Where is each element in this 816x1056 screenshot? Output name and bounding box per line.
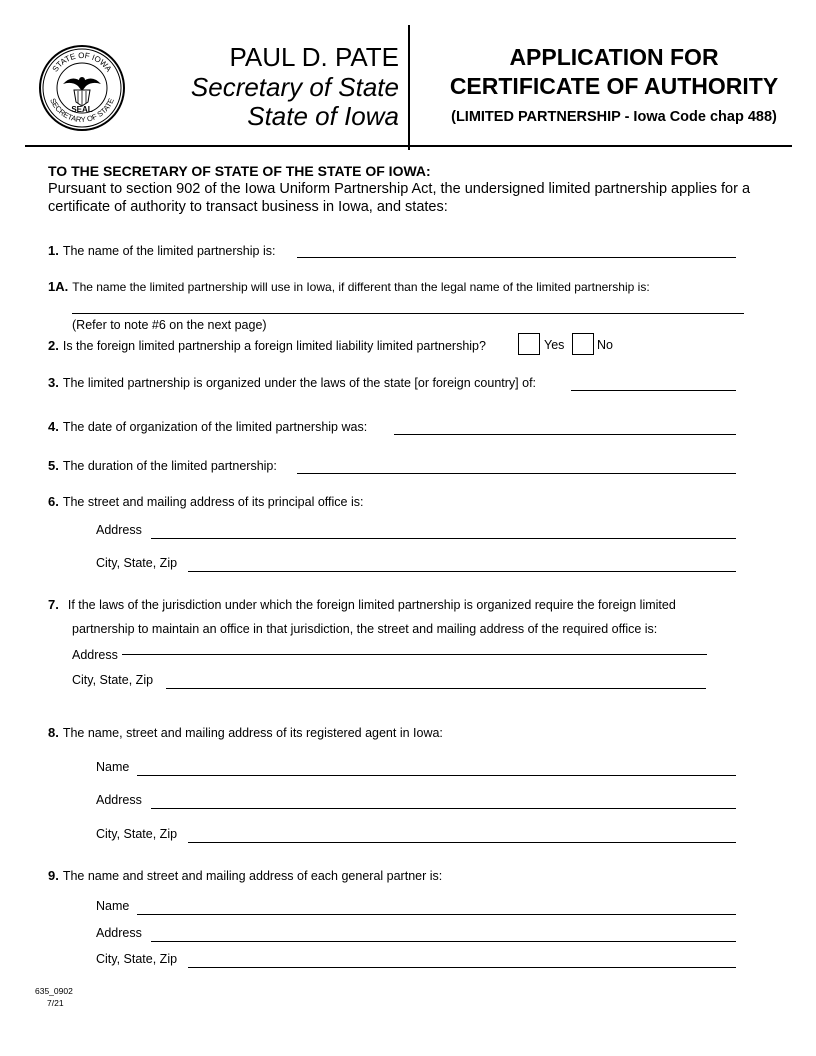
principal-city-state-zip-label: City, State, Zip xyxy=(96,556,178,570)
agent-city-state-zip-field[interactable] xyxy=(188,842,736,843)
item-1a-note: (Refer to note #6 on the next page) xyxy=(72,318,267,332)
principal-city-state-zip-field[interactable] xyxy=(188,571,736,572)
partner-city-state-zip-field[interactable] xyxy=(188,967,736,968)
partnership-name-field[interactable] xyxy=(297,257,736,258)
form-revision: 7/21 xyxy=(47,998,64,1008)
partner-address-field[interactable] xyxy=(151,941,736,942)
required-office-address-label: Address xyxy=(72,648,118,662)
header-divider xyxy=(408,25,410,150)
item-1a-label xyxy=(48,279,650,294)
item-5-label xyxy=(48,458,277,473)
required-office-address-field[interactable] xyxy=(122,654,707,655)
seal-center-text: SEAL xyxy=(71,105,93,114)
no-label: No xyxy=(597,338,613,352)
item-2-number: 2. xyxy=(48,338,59,353)
item-2-text: Is the foreign limited partnership a foreign limited liability limited partnership? xyxy=(62,339,486,353)
form-subtitle: (LIMITED PARTNERSHIP - Iowa Code chap 488) xyxy=(451,109,777,125)
partner-address-label: Address xyxy=(96,926,142,940)
item-6-number: 6. xyxy=(48,494,59,509)
item-6-label xyxy=(48,494,363,509)
agent-name-label: Name xyxy=(96,760,130,774)
partner-city-state-zip-label: City, State, Zip xyxy=(96,952,178,966)
agent-name-field[interactable] xyxy=(137,775,736,776)
required-office-city-state-zip-field[interactable] xyxy=(166,688,706,689)
state-name: State of Iowa xyxy=(247,101,399,131)
item-7-text-line2: partnership to maintain an office in that jurisdiction, the street and mailing address of the required office is: xyxy=(72,622,658,636)
item-8-text: The name, street and mailing address of its registered agent in Iowa: xyxy=(62,726,443,740)
item-4-label xyxy=(48,419,367,434)
required-office-city-state-zip-label: City, State, Zip xyxy=(72,673,154,687)
item-1a-number: 1A. xyxy=(48,279,69,294)
item-8-label xyxy=(48,725,443,740)
seal-bottom-text: SECRETARY OF STATE xyxy=(48,96,116,125)
yes-checkbox[interactable] xyxy=(518,333,540,355)
item-3-text: The limited partnership is organized under the laws of the state [or foreign country] of: xyxy=(62,376,537,390)
iowa-name-field[interactable] xyxy=(72,313,744,314)
item-4-number: 4. xyxy=(48,419,59,434)
item-5-text: The duration of the limited partnership: xyxy=(62,459,277,473)
item-2-label xyxy=(48,338,486,353)
item-3-label xyxy=(48,375,536,390)
intro-text: Pursuant to section 902 of the Iowa Uniform Partnership Act, the undersigned limited partnership applies for a certificate of authority to transact business in Iowa, and states: xyxy=(48,181,751,215)
item-1-label xyxy=(48,243,275,258)
organization-date-field[interactable] xyxy=(394,434,736,435)
item-1-text: The name of the limited partnership is: xyxy=(62,244,276,258)
item-1-number: 1. xyxy=(48,243,59,258)
jurisdiction-field[interactable] xyxy=(571,390,736,391)
intro-heading: TO THE SECRETARY OF STATE OF THE STATE OF IOWA: xyxy=(48,163,431,179)
item-1a-text: The name the limited partnership will use in Iowa, if different than the legal name of the limited partnership is: xyxy=(72,280,650,294)
svg-text:STATE OF IOWA xyxy=(51,51,114,74)
agent-address-label: Address xyxy=(96,793,142,807)
official-name: PAUL D. PATE xyxy=(229,42,399,72)
state-seal xyxy=(38,44,126,132)
agent-city-state-zip-label: City, State, Zip xyxy=(96,827,178,841)
yes-label: Yes xyxy=(544,338,565,352)
principal-address-label: Address xyxy=(96,523,142,537)
item-7-text-line1: If the laws of the jurisdiction under which the foreign limited partnership is organized require the foreign limited xyxy=(67,598,676,612)
item-8-number: 8. xyxy=(48,725,59,740)
item-9-text: The name and street and mailing address of each general partner is: xyxy=(62,869,443,883)
item-9-label xyxy=(48,868,442,883)
item-7-number: 7. xyxy=(48,597,59,612)
item-6-text: The street and mailing address of its principal office is: xyxy=(62,495,364,509)
seal-top-text: STATE OF IOWA xyxy=(50,50,114,74)
item-4-text: The date of organization of the limited partnership was: xyxy=(62,420,368,434)
header-rule xyxy=(25,145,792,147)
no-checkbox[interactable] xyxy=(572,333,594,355)
partner-name-label: Name xyxy=(96,899,130,913)
item-3-number: 3. xyxy=(48,375,59,390)
form-title-line2: CERTIFICATE OF AUTHORITY xyxy=(449,73,779,99)
item-9-number: 9. xyxy=(48,868,59,883)
official-title: Secretary of State xyxy=(190,72,399,102)
principal-address-field[interactable] xyxy=(151,538,736,539)
item-7-label-line1 xyxy=(48,597,676,612)
form-title-line1: APPLICATION FOR xyxy=(509,44,719,70)
item-5-number: 5. xyxy=(48,458,59,473)
agent-address-field[interactable] xyxy=(151,808,736,809)
partner-name-field[interactable] xyxy=(137,914,736,915)
duration-field[interactable] xyxy=(297,473,736,474)
form-number: 635_0902 xyxy=(35,986,73,996)
